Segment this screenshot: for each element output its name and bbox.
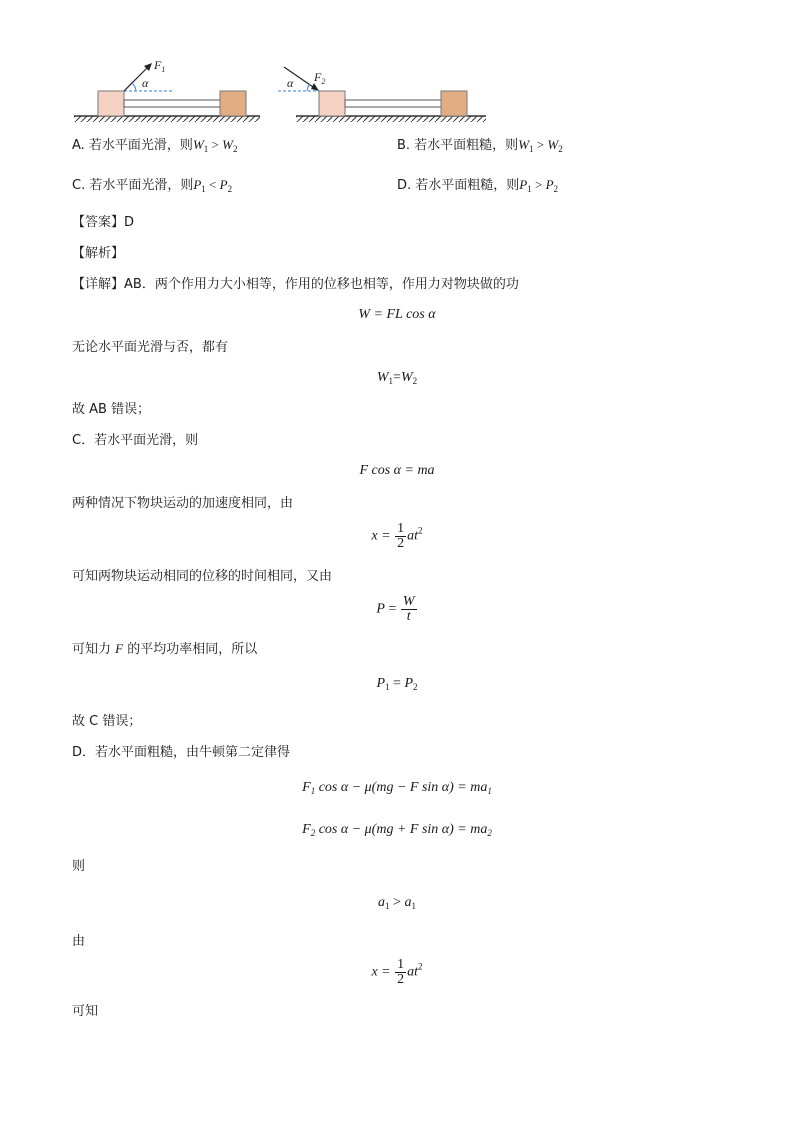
left-ground-hatch xyxy=(74,116,260,122)
left-setup xyxy=(74,63,260,122)
option-a[interactable]: A. 若水平面光滑，则$W_1 > W_2$ xyxy=(72,137,238,154)
then-text: 则 xyxy=(72,859,86,874)
right-arrowhead xyxy=(311,83,319,91)
c-accel-text: 两种情况下物块运动的加速度相同，由 xyxy=(72,496,294,511)
c-wrong-text: 故 C 错误； xyxy=(72,714,142,729)
answer-line xyxy=(72,214,134,232)
known-text: 可知 xyxy=(72,1004,99,1019)
right-block-b xyxy=(441,91,467,116)
eq-newton-c: F cos α = ma xyxy=(359,463,435,478)
c-intro-text: C．若水平面光滑，则 xyxy=(72,433,199,448)
left-block-b xyxy=(220,91,246,116)
c-power-text: 可知力 F 的平均功率相同，所以 xyxy=(72,641,258,657)
from-text: 由 xyxy=(72,934,86,949)
eq-d-second: $F_2$ cos α − μ(mg + F $\sin \alpha) = ma_2$ xyxy=(302,822,492,838)
right-setup xyxy=(278,67,486,122)
right-connecting-rod xyxy=(345,100,441,107)
smooth-or-not-text: 无论水平面光滑与否，都有 xyxy=(72,340,229,355)
left-angle-arc xyxy=(132,83,136,91)
eq-w-equal: $W_1=W_2$ xyxy=(376,370,418,386)
eq-x-first: x = $\frac{1}{2}$ $at^2$ xyxy=(371,521,423,551)
eq-d-first: $F_1$ cos α − μ(mg − F $\sin \alpha) = ma_1$ xyxy=(302,780,492,796)
left-angle-label: α xyxy=(142,76,149,90)
option-c[interactable]: C. 若水平面光滑，则$P_1 < P_2$ xyxy=(72,177,233,194)
eq-p-equal: $P_1 = P_2$ xyxy=(376,676,418,692)
right-angle-label: α xyxy=(287,76,294,90)
answer-tag: 【答案】 xyxy=(72,215,125,230)
right-ground-hatch xyxy=(296,116,486,122)
left-block-a xyxy=(98,91,124,116)
option-b[interactable]: B. 若水平面粗糙，则$W_1 > W_2$ xyxy=(397,137,563,154)
option-d[interactable]: D. 若水平面粗糙，则$P_1 > P_2$ xyxy=(397,177,559,194)
answer-value: D xyxy=(124,215,135,230)
left-force-label: $F_1$ xyxy=(154,58,166,74)
problem-figure xyxy=(70,55,490,127)
left-connecting-rod xyxy=(124,100,220,107)
analysis-tag: 【解析】 xyxy=(72,246,125,261)
d-intro-text: D．若水平面粗糙，由牛顿第二定律得 xyxy=(72,745,291,760)
c-time-text: 可知两物块运动相同的位移的时间相同，又由 xyxy=(72,569,333,584)
eq-power: P = $\frac{W}{t}$ xyxy=(376,594,415,624)
right-angle-arc xyxy=(307,84,310,91)
eq-work: W = FL cos α xyxy=(358,307,436,322)
eq-x-second: x = $\frac{1}{2}$ $at^2$ xyxy=(371,957,423,987)
right-block-a xyxy=(319,91,345,116)
eq-a-compare: $a_1 > a_1$ xyxy=(378,895,416,911)
detail-ab-intro: 【详解】AB．两个作用力大小相等，作用的位移也相等，作用力对物块做的功 xyxy=(72,277,519,292)
right-force-label: $F_2$ xyxy=(314,70,326,86)
ab-wrong-text: 故 AB 错误； xyxy=(72,402,151,417)
